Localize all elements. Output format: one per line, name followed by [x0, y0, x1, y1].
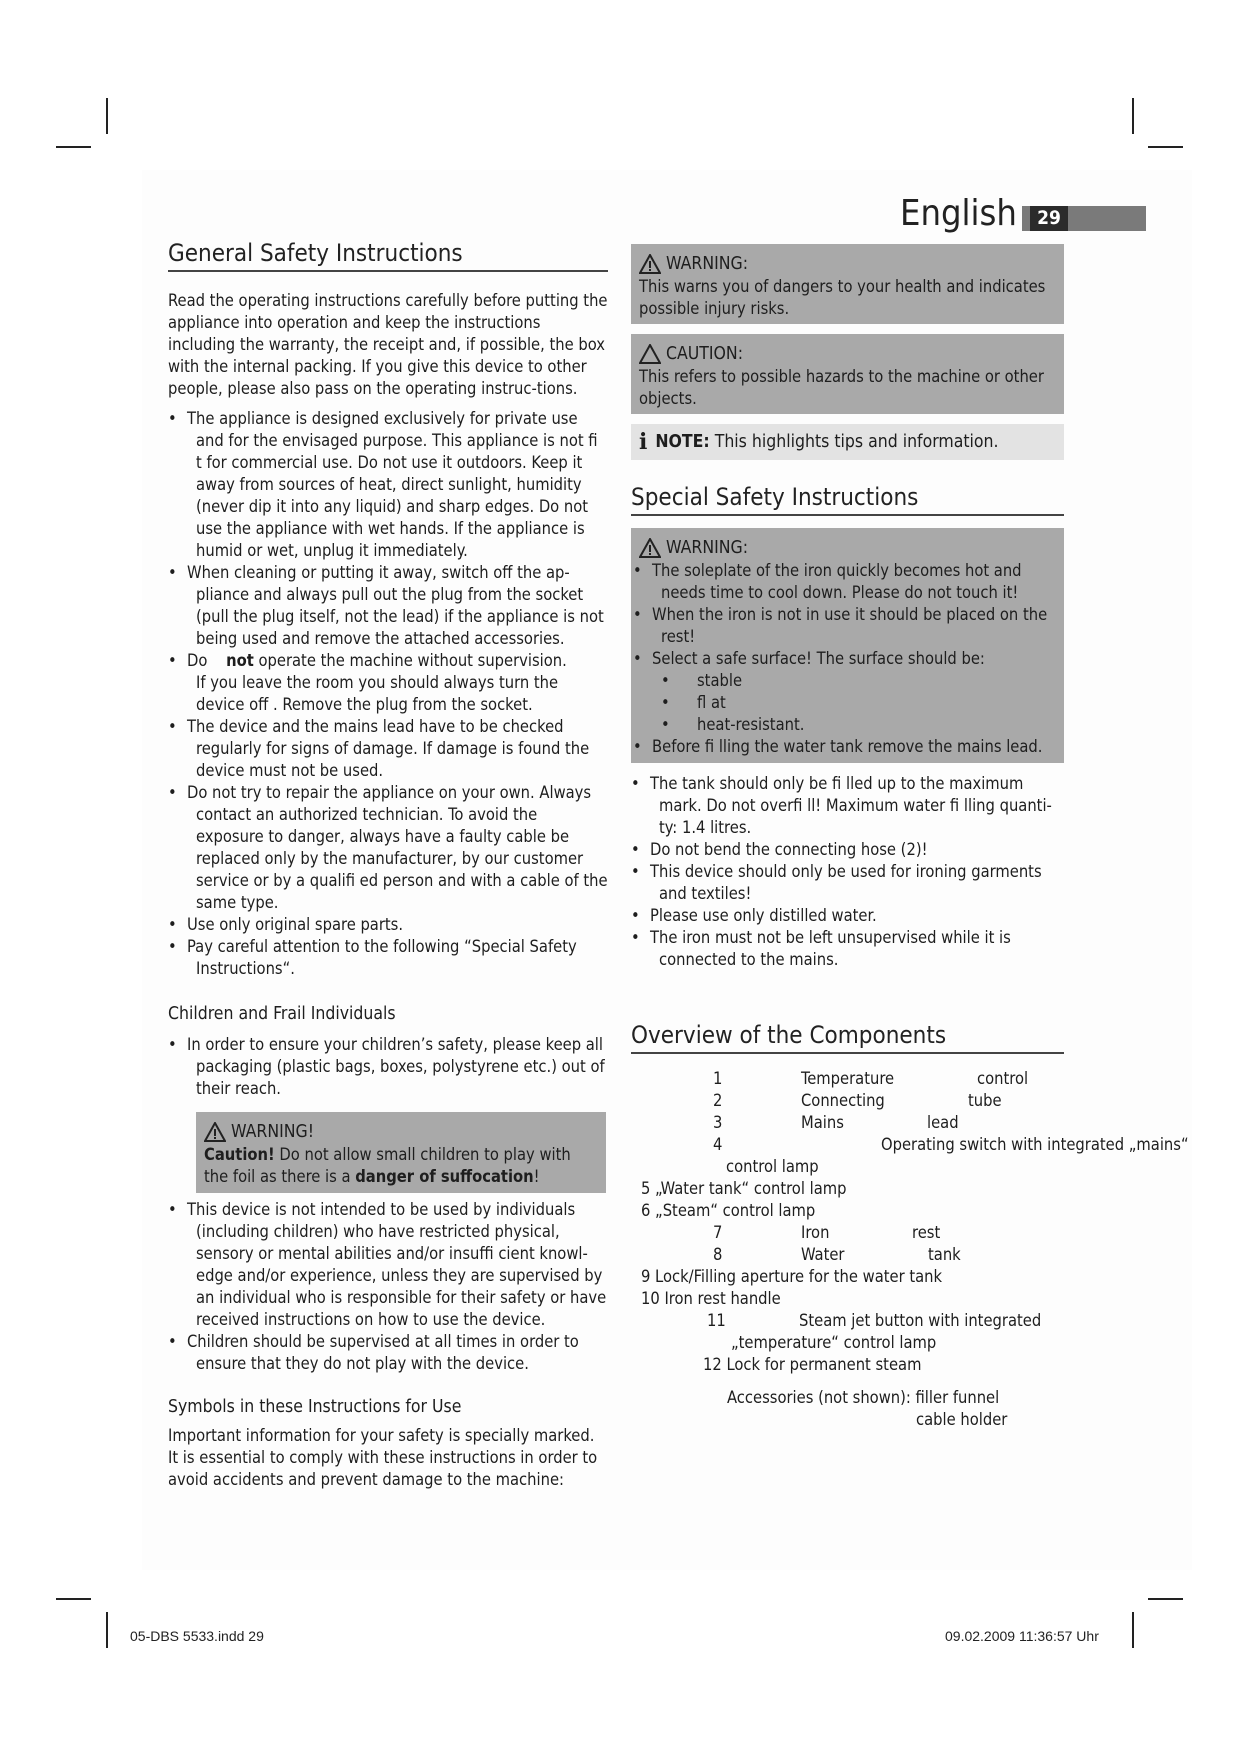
component-number: 2: [713, 1091, 723, 1110]
component-number: 1: [713, 1069, 723, 1088]
special-warning-last: [633, 736, 1056, 758]
component-label: control lamp: [726, 1157, 819, 1176]
footer-timestamp: 09.02.2009 11:36:57 Uhr: [945, 1628, 1099, 1644]
list-item: • When the iron is not in use it should be placed on the rest!: [633, 604, 1056, 648]
warning-triangle-icon: [639, 538, 661, 558]
component-number: 11: [707, 1311, 726, 1330]
list-item: • Please use only distilled water.: [631, 905, 1064, 927]
warning-head-text: WARNING!: [231, 1122, 315, 1142]
list-item: • The tank should only be fi lled up to the maximum mark. Do not overfi ll! Maximum water fi lling quanti-ty: 1.4 litres.: [631, 773, 1064, 839]
crop-mark: [1132, 1612, 1134, 1648]
note-line: [639, 430, 1056, 454]
list-item: • This device should only be used for ironing garments and textiles!: [631, 861, 1064, 905]
list-item: • When cleaning or putting it away, switch off the ap-pliance and always pull out the plug from the socket (pull the plug itself, not the lead) if the appliance is not being used and remove the attached accessories.: [168, 562, 608, 650]
do-prefix: Do: [187, 651, 208, 670]
overview-title: Overview of the Components: [631, 1020, 1064, 1054]
component-label: lead: [927, 1113, 959, 1132]
special-warning-box: [631, 528, 1064, 763]
warning-triangle-icon: [639, 254, 661, 274]
list-item: • Do not bend the connecting hose (2)!: [631, 839, 1064, 861]
caution-triangle-icon: [639, 344, 661, 364]
warning-text: This warns you of dangers to your health and indicates possible injury risks.: [639, 277, 1046, 318]
component-number: 4: [713, 1135, 723, 1154]
crop-mark: [1148, 1598, 1183, 1600]
warning-body: [204, 1144, 598, 1188]
do-bold: not: [226, 651, 254, 670]
list-item: • Use only original spare parts.: [168, 914, 608, 936]
warning-head: [204, 1120, 598, 1144]
list-item: • This device is not intended to be used by individuals (including children) who have restricted physical, sensory or mental abilities and/or insuffi cient knowl-edge and/or experience, unless they are supervised by an individual who is responsible for their safety or have received instructions on how to use the device.: [168, 1199, 608, 1331]
caution-box: [631, 334, 1064, 414]
warning-head: [639, 536, 1056, 560]
list-item: • heat-resistant.: [633, 714, 1056, 736]
general-safety-title: General Safety Instructions: [168, 238, 608, 272]
special-safety-title: Special Safety Instructions: [631, 482, 1064, 516]
warning-head-text: WARNING:: [666, 538, 749, 558]
special-warning-bullets: [633, 560, 1056, 670]
component-label: Water: [801, 1245, 845, 1264]
component-label: Connecting: [801, 1091, 885, 1110]
symbols-paragraph: Important information for your safety is specially marked. It is essential to comply with these instructions in order to avoid accidents and prevent damage to the machine:: [168, 1426, 598, 1489]
left-column: [168, 238, 608, 1491]
caution-text: This refers to possible hazards to the machine or other objects.: [639, 367, 1044, 408]
page-number: 29: [1030, 206, 1068, 231]
component-number: 3: [713, 1113, 723, 1132]
caution-head: [639, 342, 1056, 366]
warning-head-text: WARNING:: [666, 254, 749, 274]
component-label: tube: [968, 1091, 1002, 1110]
component-label: Temperature: [801, 1069, 895, 1088]
crop-mark: [1132, 98, 1134, 134]
component-item: 10 Iron rest handle: [641, 1289, 781, 1308]
note-text: This highlights tips and information.: [714, 432, 999, 452]
danger-bold: danger of suffocation: [355, 1167, 534, 1186]
list-item: • The device and the mains lead have to be checked regularly for signs of damage. If damage is found the device must not be used.: [168, 716, 608, 782]
component-label: control: [977, 1069, 1029, 1088]
caution-bold: Caution!: [204, 1145, 275, 1164]
crop-mark: [1148, 146, 1183, 148]
crop-mark: [56, 1598, 91, 1600]
warning-end: !: [533, 1167, 540, 1186]
list-item: • The soleplate of the iron quickly becomes hot and needs time to cool down. Please do not touch it!: [633, 560, 1056, 604]
component-label: Operating switch with integrated „mains“: [881, 1135, 1189, 1154]
surface-list: [633, 670, 1056, 736]
list-item: • Do not try to repair the appliance on your own. Always contact an authorized technician. To avoid the exposure to danger, always have a faulty cable be replaced only by the manufacturer, by our customer service or by a qualifi ed person and with a cable of the same type.: [168, 782, 608, 914]
warning-text: Do not allow small children to play with the foil as there is a: [204, 1145, 571, 1186]
component-item: 5 „Water tank“ control lamp: [641, 1179, 847, 1198]
children-warning-box: [196, 1112, 606, 1193]
list-item: • The appliance is designed exclusively for private use and for the envisaged purpose. This appliance is not fi t for commercial use. Do not use it outdoors. Keep it away from sources of heat, direct sunlight, humidity (never dip it into any liquid) and sharp edges. Do not use the appliance with wet hands. If the appliance is humid or wet, unplug it immediately.: [168, 408, 608, 562]
general-bullets: [168, 408, 608, 980]
symbols-title: Symbols in these Instructions for Use: [168, 1397, 462, 1417]
component-label: Steam jet button with integrated: [799, 1311, 1042, 1330]
do-continuation: If you leave the room you should always turn the device off . Remove the plug from the socket.: [196, 673, 559, 714]
footer-file: 05-DBS 5533.indd 29: [130, 1628, 264, 1644]
list-item: • Children should be supervised at all times in order to ensure that they do not play with the device.: [168, 1331, 608, 1375]
language-label: English: [900, 193, 1017, 234]
component-number: 7: [713, 1223, 723, 1242]
info-icon: i: [639, 429, 648, 455]
note-box: [631, 424, 1064, 460]
component-label: „temperature“ control lamp: [731, 1333, 937, 1352]
right-column: [631, 244, 1064, 971]
special-bullets: [631, 773, 1064, 971]
do-rest: operate the machine without supervision.: [258, 651, 567, 670]
list-item: • In order to ensure your children’s safety, please keep all packaging (plastic bags, boxes, polystyrene etc.) out of their reach.: [168, 1034, 608, 1100]
list-item: • The iron must not be left unsupervised while it is connected to the mains.: [631, 927, 1064, 971]
list-item: [168, 650, 608, 716]
children-bullets: [168, 1034, 608, 1100]
list-item: • Select a safe surface! The surface should be:: [633, 648, 1056, 670]
list-item: • fl at: [633, 692, 1056, 714]
list-item: • stable: [633, 670, 1056, 692]
component-item: 12 Lock for permanent steam: [703, 1355, 922, 1374]
children-bullets-2: [168, 1199, 608, 1375]
component-label: Iron: [801, 1223, 830, 1242]
component-number: 8: [713, 1245, 723, 1264]
crop-mark: [106, 1612, 108, 1648]
warning-triangle-icon: [204, 1122, 226, 1142]
component-label: tank: [928, 1245, 961, 1264]
crop-mark: [56, 146, 91, 148]
component-label: rest: [912, 1223, 941, 1242]
warning-head: [639, 252, 1056, 276]
accessories-line: Accessories (not shown): filler funnel: [727, 1388, 1000, 1407]
note-head: NOTE:: [655, 432, 710, 452]
children-title: Children and Frail Individuals: [168, 1004, 396, 1024]
overview-section: [631, 1020, 1064, 1054]
component-item: 9 Lock/Filling aperture for the water tank: [641, 1267, 943, 1286]
component-label: Mains: [801, 1113, 844, 1132]
warning-box: [631, 244, 1064, 324]
list-item: • Pay careful attention to the following “Special Safety Instructions“.: [168, 936, 608, 980]
intro-paragraph: Read the operating instructions carefully before putting the appliance into operation and keep the instructions including the warranty, the receipt and, if possible, the box with the internal packing. If you give this device to other people, please also pass on the operating instruc-tions.: [168, 291, 608, 398]
list-item: • Before fi lling the water tank remove the mains lead.: [633, 736, 1056, 758]
component-item: 6 „Steam“ control lamp: [641, 1201, 816, 1220]
crop-mark: [106, 98, 108, 134]
accessories-line: cable holder: [916, 1410, 1008, 1429]
caution-head-text: CAUTION:: [666, 344, 744, 364]
